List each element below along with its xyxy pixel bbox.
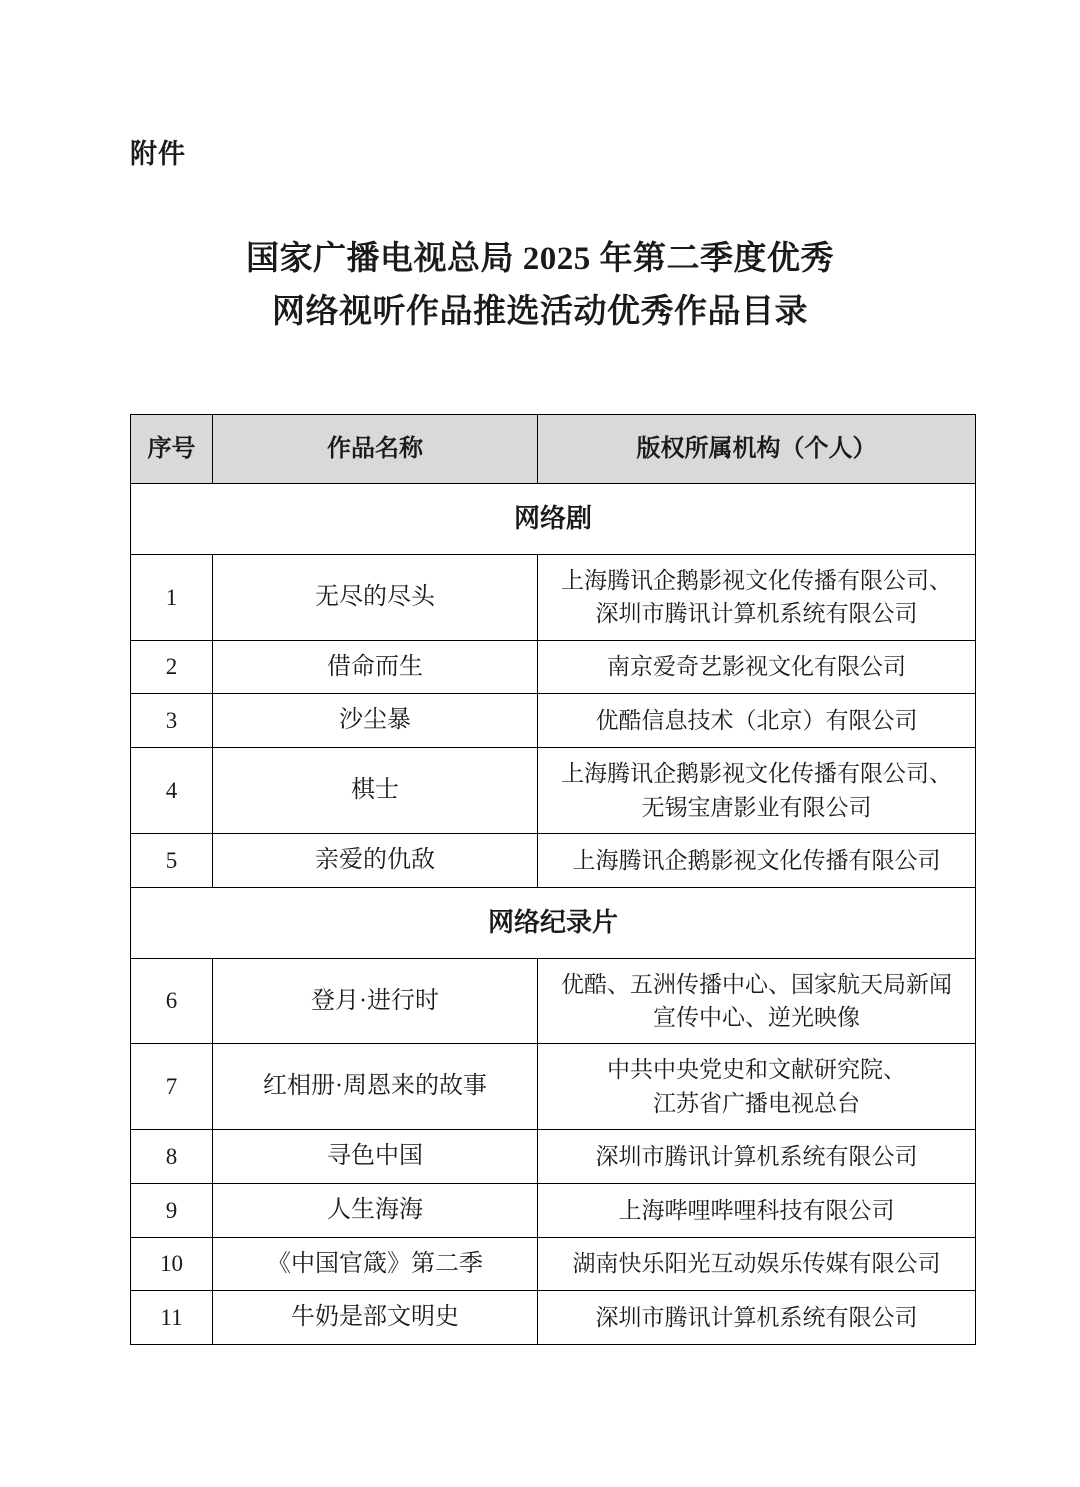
table-row — [131, 1044, 976, 1130]
row-name: 红相册·周恩来的故事 — [213, 1044, 538, 1130]
row-name: 无尽的尽头 — [213, 554, 538, 640]
column-header-org: 版权所属机构（个人） — [538, 414, 976, 483]
row-org — [538, 1044, 976, 1130]
row-name: 《中国官箴》第二季 — [213, 1237, 538, 1291]
page-title-line-1: 国家广播电视总局 2025 年第二季度优秀 — [246, 241, 834, 277]
table-row — [131, 1130, 976, 1184]
row-org-line: 湖南快乐阳光互动娱乐传媒有限公司 — [572, 1251, 941, 1277]
row-name: 借命而生 — [213, 640, 538, 694]
row-org — [538, 640, 976, 694]
column-header-name: 作品名称 — [213, 414, 538, 483]
row-name: 寻色中国 — [213, 1130, 538, 1184]
row-no: 10 — [131, 1237, 213, 1291]
table-row — [131, 833, 976, 887]
row-org-line: 优酷、五洲传播中心、国家航天局新闻 — [561, 971, 952, 997]
row-org — [538, 694, 976, 748]
attachment-label: 附件 — [130, 139, 186, 169]
row-org-line: 上海腾讯企鹅影视文化传播有限公司、 — [561, 567, 952, 593]
row-no: 9 — [131, 1183, 213, 1237]
row-no: 6 — [131, 958, 213, 1044]
row-org-line: 优酷信息技术（北京）有限公司 — [595, 708, 918, 734]
table-row — [131, 748, 976, 834]
row-no: 11 — [131, 1291, 213, 1345]
section-heading-row — [131, 483, 976, 554]
table-row — [131, 554, 976, 640]
row-no: 1 — [131, 554, 213, 640]
table-header-row — [131, 414, 976, 483]
section-heading-label: 网络纪录片 — [131, 887, 976, 958]
section-heading-row — [131, 887, 976, 958]
row-org — [538, 958, 976, 1044]
row-name: 沙尘暴 — [213, 694, 538, 748]
document-page — [0, 132, 1080, 1487]
table-row — [131, 640, 976, 694]
page-title-line-2: 网络视听作品推选活动优秀作品目录 — [272, 294, 808, 331]
row-org-line: 南京爱奇艺影视文化有限公司 — [607, 654, 906, 680]
table-row — [131, 1183, 976, 1237]
row-name: 登月·进行时 — [213, 958, 538, 1044]
row-org-line: 上海腾讯企鹅影视文化传播有限公司 — [572, 847, 941, 873]
row-org — [538, 1291, 976, 1345]
table-row — [131, 1291, 976, 1345]
row-org — [538, 748, 976, 834]
row-no: 4 — [131, 748, 213, 834]
row-no: 5 — [131, 833, 213, 887]
row-org-line: 上海腾讯企鹅影视文化传播有限公司、 — [561, 761, 952, 787]
row-org-line: 宣传中心、逆光映像 — [653, 1005, 860, 1031]
row-org-line: 上海哔哩哔哩科技有限公司 — [618, 1197, 895, 1223]
row-name: 牛奶是部文明史 — [213, 1291, 538, 1345]
table-row — [131, 1237, 976, 1291]
row-name: 人生海海 — [213, 1183, 538, 1237]
row-name: 棋士 — [213, 748, 538, 834]
row-no: 2 — [131, 640, 213, 694]
table-row — [131, 958, 976, 1044]
row-org — [538, 1183, 976, 1237]
row-name: 亲爱的仇敌 — [213, 833, 538, 887]
row-org-line: 无锡宝唐影业有限公司 — [641, 794, 872, 820]
row-org — [538, 1130, 976, 1184]
row-org — [538, 1237, 976, 1291]
row-org-line: 江苏省广播电视总台 — [653, 1090, 860, 1116]
row-org-line: 深圳市腾讯计算机系统有限公司 — [595, 1143, 918, 1169]
row-org-line: 深圳市腾讯计算机系统有限公司 — [595, 1305, 918, 1331]
page-title — [130, 233, 950, 340]
row-org — [538, 833, 976, 887]
row-org-line: 深圳市腾讯计算机系统有限公司 — [595, 601, 918, 627]
row-no: 8 — [131, 1130, 213, 1184]
row-org-line: 中共中央党史和文献研究院、 — [607, 1057, 906, 1083]
row-org — [538, 554, 976, 640]
table-row — [131, 694, 976, 748]
column-header-no: 序号 — [131, 414, 213, 483]
section-heading-label: 网络剧 — [131, 483, 976, 554]
catalog-table — [130, 414, 976, 1345]
row-no: 3 — [131, 694, 213, 748]
row-no: 7 — [131, 1044, 213, 1130]
